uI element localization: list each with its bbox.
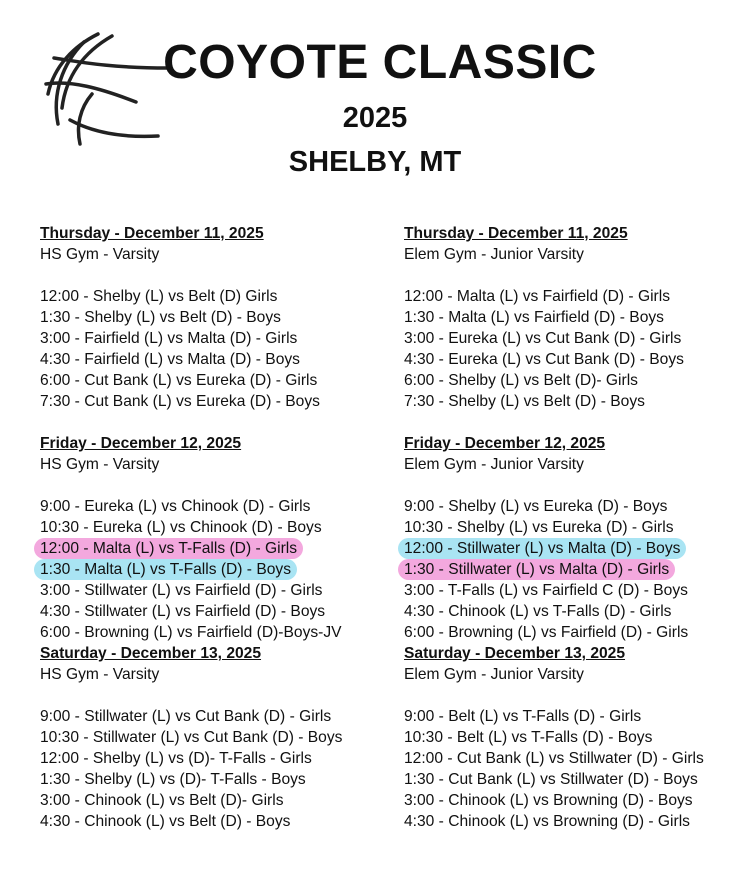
game-row bbox=[40, 517, 390, 538]
game-text: 1:30 - Shelby (L) vs (D)- T-Falls - Boys bbox=[40, 771, 306, 788]
event-location: SHELBY, MT bbox=[288, 146, 462, 178]
game-text: 4:30 - Chinook (L) vs Belt (D) - Boys bbox=[40, 813, 291, 830]
game-text: 6:00 - Shelby (L) vs Belt (D)- Girls bbox=[404, 372, 638, 389]
game-text: 6:00 - Browning (L) vs Fairfield (D) - Girls bbox=[404, 624, 689, 641]
game-row bbox=[404, 811, 750, 832]
schedule-day-section bbox=[40, 433, 390, 643]
day-heading: Friday - December 12, 2025 bbox=[40, 435, 242, 452]
event-year: 2025 bbox=[342, 102, 408, 134]
game-text: 12:00 - Shelby (L) vs (D)- T-Falls - Girls bbox=[40, 750, 312, 767]
venue-label: Elem Gym - Junior Varsity bbox=[404, 246, 584, 263]
game-row bbox=[404, 769, 750, 790]
jv-schedule-column bbox=[404, 223, 750, 853]
venue-label: HS Gym - Varsity bbox=[40, 246, 160, 263]
game-row bbox=[404, 790, 750, 811]
game-text: 7:30 - Cut Bank (L) vs Eureka (D) - Boys bbox=[40, 393, 320, 410]
page-title: COYOTE CLASSIC bbox=[163, 36, 597, 89]
game-text: 3:00 - T-Falls (L) vs Fairfield C (D) - Boys bbox=[404, 582, 688, 599]
game-row bbox=[404, 748, 750, 769]
game-row bbox=[40, 748, 390, 769]
schedule-day-section bbox=[404, 433, 750, 643]
game-row bbox=[40, 286, 390, 307]
game-text: 7:30 - Shelby (L) vs Belt (D) - Boys bbox=[404, 393, 645, 410]
game-row bbox=[40, 349, 390, 370]
game-row bbox=[404, 727, 750, 748]
day-heading: Friday - December 12, 2025 bbox=[404, 435, 606, 452]
schedule-day-section bbox=[40, 643, 390, 853]
game-row bbox=[40, 706, 390, 727]
game-text: 3:00 - Eureka (L) vs Cut Bank (D) - Girls bbox=[404, 330, 682, 347]
game-text: 12:00 - Malta (L) vs T-Falls (D) - Girls bbox=[34, 538, 303, 559]
game-row bbox=[404, 328, 750, 349]
game-text: 10:30 - Eureka (L) vs Chinook (D) - Boys bbox=[40, 519, 322, 536]
game-row bbox=[404, 496, 750, 517]
varsity-schedule-column bbox=[40, 223, 390, 853]
game-text: 6:00 - Browning (L) vs Fairfield (D)-Boys-JV bbox=[40, 624, 342, 641]
game-row bbox=[404, 601, 750, 622]
schedule-day-section bbox=[40, 223, 390, 433]
game-row bbox=[404, 706, 750, 727]
game-text: 12:00 - Cut Bank (L) vs Stillwater (D) - Girls bbox=[404, 750, 704, 767]
schedule-day-section bbox=[404, 223, 750, 433]
game-text: 4:30 - Fairfield (L) vs Malta (D) - Boys bbox=[40, 351, 300, 368]
game-text: 1:30 - Cut Bank (L) vs Stillwater (D) - Boys bbox=[404, 771, 698, 788]
game-text: 12:00 - Stillwater (L) vs Malta (D) - Boys bbox=[398, 538, 686, 559]
game-row bbox=[40, 559, 390, 580]
game-text: 4:30 - Chinook (L) vs Browning (D) - Girls bbox=[404, 813, 690, 830]
game-text: 9:00 - Stillwater (L) vs Cut Bank (D) - Girls bbox=[40, 708, 332, 725]
day-heading: Thursday - December 11, 2025 bbox=[40, 225, 264, 242]
game-text: 1:30 - Shelby (L) vs Belt (D) - Boys bbox=[40, 309, 281, 326]
game-text: 1:30 - Stillwater (L) vs Malta (D) - Girls bbox=[398, 559, 675, 580]
game-text: 4:30 - Eureka (L) vs Cut Bank (D) - Boys bbox=[404, 351, 684, 368]
game-text: 12:00 - Shelby (L) vs Belt (D) Girls bbox=[40, 288, 278, 305]
game-text: 9:00 - Belt (L) vs T-Falls (D) - Girls bbox=[404, 708, 642, 725]
game-row bbox=[404, 307, 750, 328]
game-row bbox=[40, 769, 390, 790]
game-row bbox=[40, 538, 390, 559]
game-row bbox=[404, 559, 750, 580]
game-text: 1:30 - Malta (L) vs Fairfield (D) - Boys bbox=[404, 309, 664, 326]
game-text: 4:30 - Chinook (L) vs T-Falls (D) - Girls bbox=[404, 603, 672, 620]
spacer bbox=[40, 265, 390, 286]
game-row bbox=[40, 727, 390, 748]
game-row bbox=[404, 349, 750, 370]
game-text: 9:00 - Eureka (L) vs Chinook (D) - Girls bbox=[40, 498, 311, 515]
day-heading: Thursday - December 11, 2025 bbox=[404, 225, 628, 242]
game-row bbox=[404, 580, 750, 601]
day-heading: Saturday - December 13, 2025 bbox=[40, 645, 262, 662]
spacer bbox=[40, 685, 390, 706]
game-row bbox=[40, 601, 390, 622]
day-heading: Saturday - December 13, 2025 bbox=[404, 645, 626, 662]
spacer bbox=[404, 685, 750, 706]
game-row bbox=[40, 790, 390, 811]
game-row bbox=[40, 307, 390, 328]
game-text: 3:00 - Stillwater (L) vs Fairfield (D) - Girls bbox=[40, 582, 323, 599]
schedule-day-section bbox=[404, 643, 750, 853]
spacer bbox=[40, 475, 390, 496]
spacer bbox=[404, 475, 750, 496]
game-text: 1:30 - Malta (L) vs T-Falls (D) - Boys bbox=[34, 559, 297, 580]
game-row bbox=[40, 496, 390, 517]
game-row bbox=[404, 391, 750, 412]
game-text: 9:00 - Shelby (L) vs Eureka (D) - Boys bbox=[404, 498, 668, 515]
game-row bbox=[40, 370, 390, 391]
game-text: 3:00 - Fairfield (L) vs Malta (D) - Girls bbox=[40, 330, 298, 347]
game-row bbox=[404, 286, 750, 307]
game-row bbox=[40, 391, 390, 412]
game-row bbox=[40, 811, 390, 832]
game-text: 12:00 - Malta (L) vs Fairfield (D) - Girls bbox=[404, 288, 671, 305]
game-text: 10:30 - Shelby (L) vs Eureka (D) - Girls bbox=[404, 519, 674, 536]
spacer bbox=[404, 265, 750, 286]
game-row bbox=[404, 370, 750, 391]
game-text: 10:30 - Belt (L) vs T-Falls (D) - Boys bbox=[404, 729, 653, 746]
game-text: 6:00 - Cut Bank (L) vs Eureka (D) - Girls bbox=[40, 372, 318, 389]
game-text: 10:30 - Stillwater (L) vs Cut Bank (D) - Boys bbox=[40, 729, 343, 746]
game-row bbox=[404, 622, 750, 643]
venue-label: Elem Gym - Junior Varsity bbox=[404, 456, 584, 473]
game-row bbox=[40, 622, 390, 643]
game-row bbox=[404, 538, 750, 559]
venue-label: HS Gym - Varsity bbox=[40, 456, 160, 473]
game-text: 4:30 - Stillwater (L) vs Fairfield (D) - Boys bbox=[40, 603, 326, 620]
venue-label: Elem Gym - Junior Varsity bbox=[404, 666, 584, 683]
game-row bbox=[40, 328, 390, 349]
venue-label: HS Gym - Varsity bbox=[40, 666, 160, 683]
game-row bbox=[40, 580, 390, 601]
game-row bbox=[404, 517, 750, 538]
game-text: 3:00 - Chinook (L) vs Belt (D)- Girls bbox=[40, 792, 284, 809]
game-text: 3:00 - Chinook (L) vs Browning (D) - Boys bbox=[404, 792, 693, 809]
